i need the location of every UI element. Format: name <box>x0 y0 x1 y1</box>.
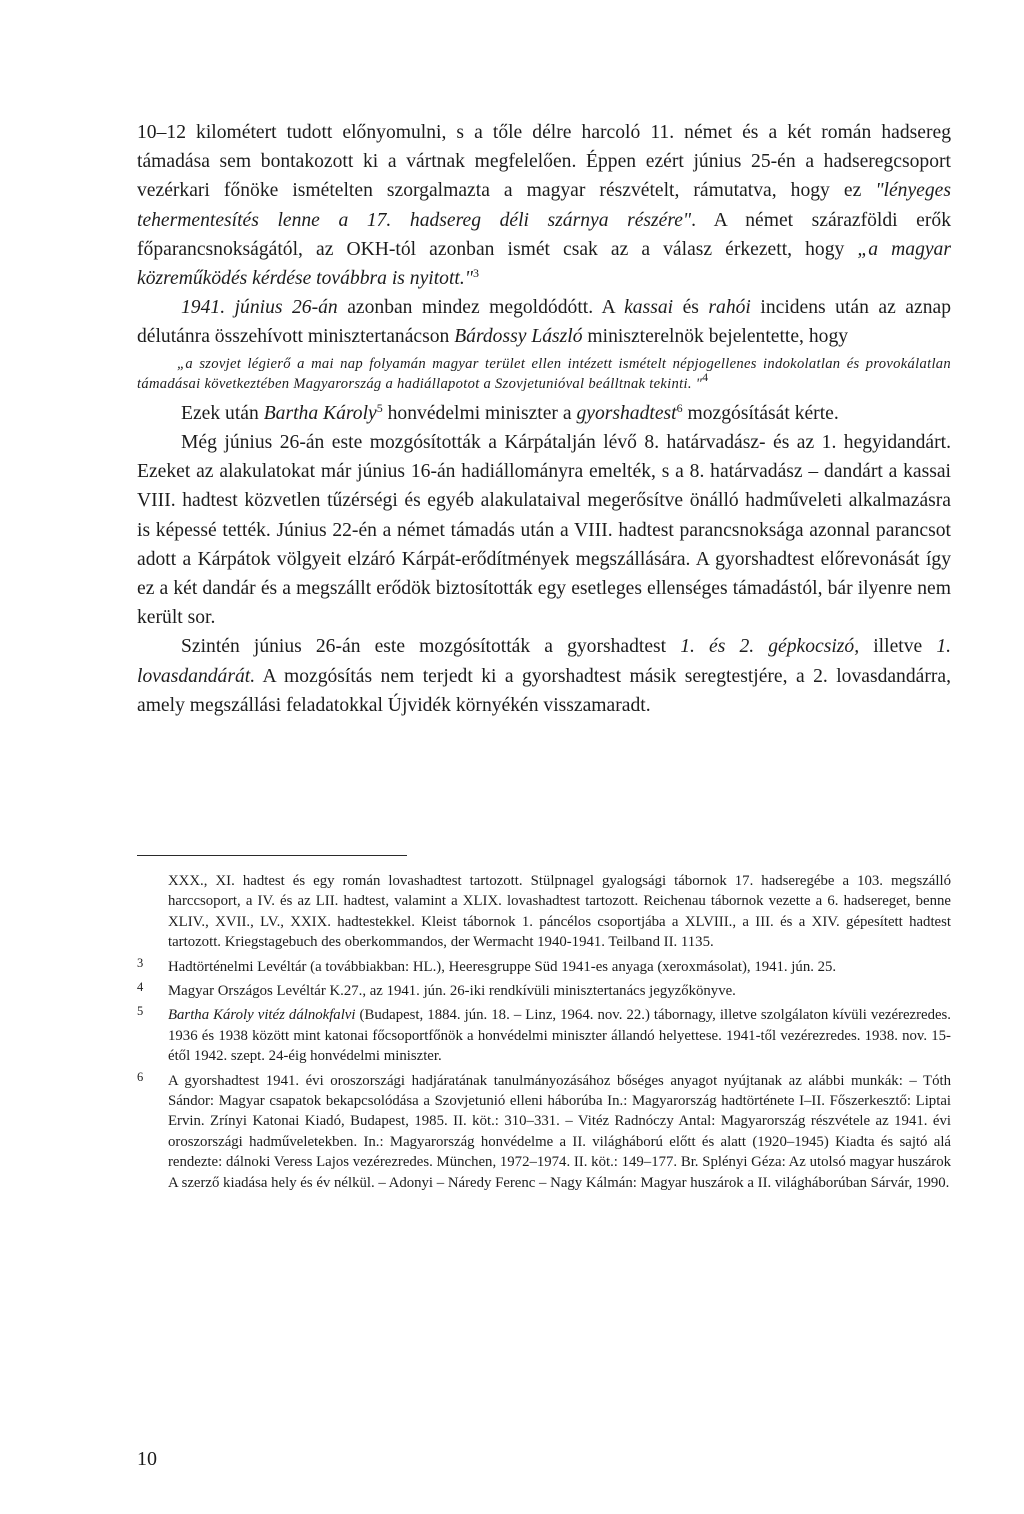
text-run: mozgósítását kérte. <box>682 402 839 424</box>
footnote-text: A gyorshadtest 1941. évi oroszországi hadjáratának tanulmányozásához bőséges anyagot nyújtanak az alábbi munkák: – Tóth Sándor: Magyar csapatok bekapcsolódása a Szovjetunió elleni háborúba In.: Magyarország hadtörténete I–II. Főszerkesztő: Liptai Ervin. Zrínyi Katonai Kiadó, Budapest, 1985. II. köt.: 310–331. – Vitéz Radnóczy Antal: Magyarország részvétele az 1941. évi oroszországi hadműveletekben. In.: Magyarország honvédelme a II. világháború előtt és alatt (1920–1945) Kiadta és sajtó alá rendezte: dálnoki Veress Lajos vezérezredes. München, 1972–1974. II. köt.: 149–177. Br. Splényi Géza: Az utolsó magyar huszárok A szerző kiadása hely és év nélkül. – Adonyi – Náredy Ferenc – Nagy Kálmán: Magyar huszárok a II. világháborúban Sárvár, 1990. <box>168 1072 951 1191</box>
block-quote <box>137 354 951 395</box>
footnote-divider <box>137 855 407 856</box>
quote-text: „a szovjet légierő a mai nap folyamán magyar terület ellen intézett ismételt népjogellenes indokolatlan és provokálatlan támadásai következtében Magyarország a hadiállapotot a Szovjetunióval beálltnak tekinti. " <box>137 355 951 393</box>
footnote-number: 3 <box>137 955 144 970</box>
italic-term: 1. lovasdandárát. <box>137 636 952 687</box>
italic-place: rahói <box>708 297 751 319</box>
footnote-6 <box>137 1071 951 1193</box>
footnote-5 <box>137 1005 951 1066</box>
footnote-ref[interactable]: 6 <box>676 400 683 415</box>
italic-quote: „a magyar közreműködés kérdése továbbra is nyitott." <box>137 238 951 290</box>
footnote-number: 6 <box>137 1069 144 1084</box>
italic-quote: "lényeges tehermentesítés lenne a 17. hadsereg déli szárnya részére" <box>137 180 951 231</box>
paragraph-2 <box>137 293 951 351</box>
text-run: honvédelmi miniszter a <box>382 402 577 424</box>
text-run: és <box>673 297 709 319</box>
footnote-text: XXX., XI. hadtest és egy román lovashadtest tartozott. Stülpnagel gyalogsági tábornok 17. hadseregébe a 103. megszálló harccsoport, a IV. és az LII. hadtest, valamint a XLIX. lovashadtest tartozott. Reichenau tábornok vezette a 6. hadsereget, benne XLIV., XVII., LV., XXIX. hadtestekkel. Kleist tábornok 1. páncélos csoportjába a XLVIII., a III. és a XIV. gépesített hadtest tartozott. Kriegstagebuch des oberkommandos, der Wermacht 1940-1941. Teilband II. 1135. <box>168 873 951 951</box>
italic-name: Bartha Károly <box>263 402 377 424</box>
italic-term: gyorshadtest <box>576 402 677 424</box>
footnote-ref[interactable]: 5 <box>376 400 383 415</box>
italic-term: 1. és 2. gépkocsizó, <box>680 636 860 658</box>
paragraph-1 <box>137 118 951 293</box>
text-run: azonban mindez megoldódótt. A <box>337 297 625 319</box>
page-number: 10 <box>137 1448 157 1470</box>
paragraph-4: Még június 26-án este mozgósították a Kárpátalján lévő 8. határvadász- és az 1. hegyidandárt. Ezeket az alakulatokat már június 16-án hadiállományra emelték, s a 8. határvadász – dandárt a kassai VIII. hadtest közvetlen tűzérségi és egyéb alakulataival megerősítve önálló hadműveleti alkalmazásra is képessé tették. Június 22-én a német támadás után a VIII. hadtest parancsnoksága azonnal parancsot adott a Kárpátok völgyeit elzáró Kárpát-erődítmények megszállására. A gyorshadtest előrevonását így ez a két dandár és a megszállt erődök biztosították egy esetleges ellenséges támadástól, bár ilyenre nem került sor. <box>137 432 951 629</box>
footnote-4 <box>137 981 951 1001</box>
footnote-number: 4 <box>137 980 144 995</box>
italic-name: Bárdossy László <box>454 326 583 348</box>
paragraph-5 <box>137 632 951 720</box>
footnote-text: (Budapest, 1884. jún. 18. – Linz, 1964. nov. 22.) tábornagy, illetve szolgálaton kívüli vezérezredes. 1936 és 1938 között mint katonai főcsoportfőnök a honvédelmi miniszter állandó helyettese. 1941-től vezérezredes. 1938. nov. 15-étől 1942. szept. 24-éig honvédelmi miniszter. <box>168 1007 952 1065</box>
text-run: . A német szárazföldi erők főparancsnokságától, az OKH-tól azonban ismét csak az a válasz érkezett, hogy <box>137 209 951 260</box>
italic-place: kassai <box>624 297 674 319</box>
main-text <box>137 118 951 720</box>
text-run: incidens után az aznap délutánra összehívott minisztertanácson <box>137 297 951 348</box>
footnote-text: Magyar Országos Levéltár K.27., az 1941. jún. 26-iki rendkívüli minisztertanács jegyzőkönyve. <box>168 983 736 1000</box>
footnote-continuation <box>137 871 951 953</box>
footnote-ref[interactable]: 4 <box>702 370 709 385</box>
footnotes <box>137 871 951 1197</box>
text-run: miniszterelnök bejelentette, hogy <box>582 326 849 348</box>
text-run: A mozgósítás nem terjedt ki a gyorshadtest másik seregtestjére, a 2. lovasdandárra, amely megszállási feladatokkal Újvidék környékén visszamaradt. <box>137 665 951 716</box>
text-run: 10–12 kilométert tudott előnyomulni, s a tőle délre harcoló 11. német és a két román hadsereg támadása sem bontakozott ki a vártnak megfelelően. Éppen ezért június 25-én a hadseregcsoport vezérkari főnöke ismételten szorgalmazta a magyar részvételt, rámutatva, hogy ez <box>137 122 951 202</box>
text-run: Ezek után <box>181 402 264 424</box>
footnote-number: 5 <box>137 1004 144 1019</box>
paragraph-3 <box>137 399 951 428</box>
text-run: illetve <box>859 636 937 658</box>
text-run: Szintén június 26-án este mozgósították a gyorshadtest <box>181 636 681 658</box>
footnote-text: Hadtörténelmi Levéltár (a továbbiakban: HL.), Heeresgruppe Süd 1941-es anyaga (xeroxmásolat), 1941. jún. 25. <box>168 958 837 975</box>
italic-date: 1941. június 26-án <box>181 297 338 319</box>
footnote-italic-name: Bartha Károly vitéz dálnokfalvi <box>168 1007 356 1024</box>
footnote-3 <box>137 957 951 977</box>
footnote-ref[interactable]: 3 <box>472 266 479 281</box>
